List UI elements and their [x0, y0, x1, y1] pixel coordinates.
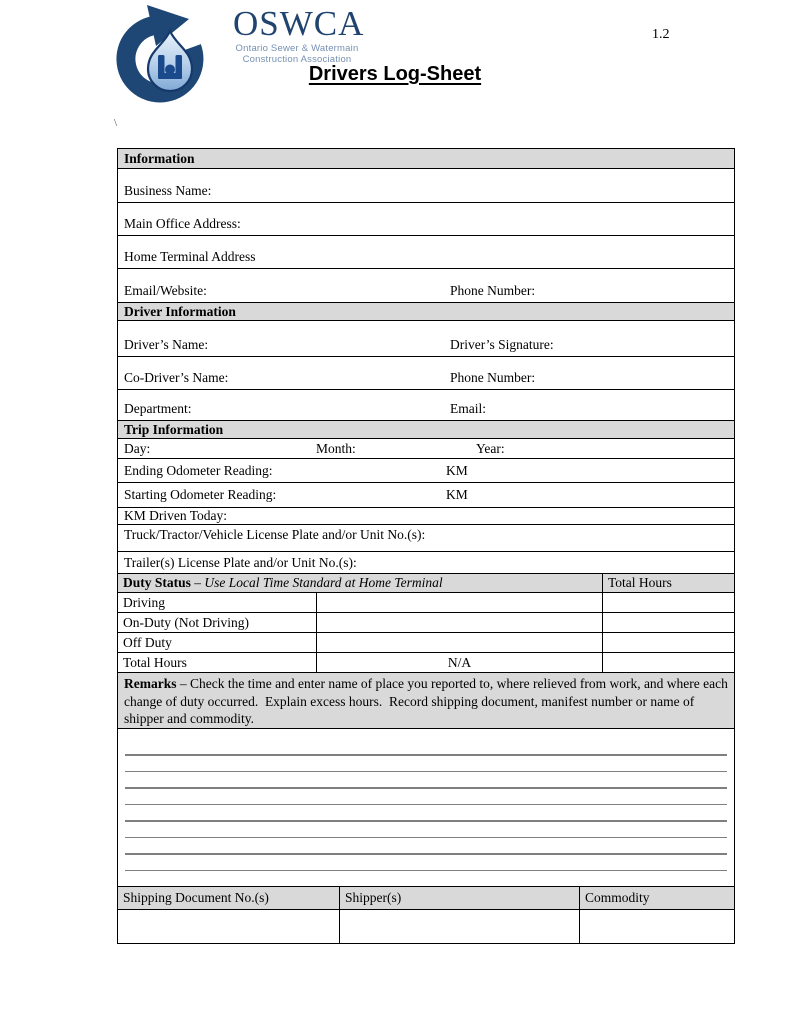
duty-hours-cell-total [602, 653, 734, 672]
remarks-instructions: – Check the time and enter name of place you reported to, where relieved from work, and where each change of duty occurred. Explain excess hours. Record shipping document, manifest number or name of shipper and commodity. [124, 676, 732, 726]
duty-hours-cell-off-duty [602, 633, 734, 652]
remarks-blank-line [125, 771, 727, 773]
oswca-logo-icon [110, 3, 232, 105]
remarks-blank-line [125, 787, 727, 789]
field-row-home-terminal-address [118, 236, 734, 269]
remarks-blank-line [125, 804, 727, 806]
truck-plate-label: Truck/Tractor/Vehicle License Plate and/or Unit No.(s): [124, 527, 426, 542]
remarks-blank-line [125, 837, 727, 839]
duty-status-header-row [118, 574, 734, 593]
email-website-label: Email/Website: [124, 283, 207, 298]
field-row-ending-odometer [118, 459, 734, 483]
field-row-trailer-plate [118, 552, 734, 574]
field-row-codriver-phone [118, 357, 734, 390]
field-row-km-driven [118, 508, 734, 525]
duty-label-total-hours: Total Hours [123, 654, 187, 670]
duty-row-on-duty [118, 613, 734, 633]
duty-status-header-cell [118, 574, 602, 592]
logo-subtitle-line2: Construction Association [242, 53, 352, 65]
doc-title-wrap [0, 63, 790, 86]
logo-subtitle-line1: Ontario Sewer & Watermain [235, 43, 359, 54]
remarks-blank-line [125, 754, 727, 756]
remarks-blank-lines [118, 729, 734, 887]
main-office-address-label: Main Office Address: [124, 216, 241, 231]
remarks-blank-line [125, 853, 727, 855]
duty-label-driving: Driving [123, 594, 165, 610]
year-label: Year: [476, 440, 505, 456]
field-row-starting-odometer [118, 483, 734, 508]
commodity-cell [579, 910, 734, 943]
logo-acronym: OSWCA [233, 4, 365, 43]
duty-hours-cell-on-duty [602, 613, 734, 632]
section-header-information: Information [118, 149, 734, 169]
remarks-blank-line [125, 870, 727, 872]
section-header-trip-information: Trip Information [118, 421, 734, 439]
co-driver-name-label: Co-Driver’s Name: [124, 370, 229, 385]
duty-time-cell-off-duty [316, 633, 602, 652]
remarks-instructions-cell [118, 673, 734, 729]
remarks-blank-line [125, 820, 727, 822]
field-row-driver-name-signature [118, 321, 734, 357]
duty-status-header-italic: – Use Local Time Standard at Home Terminal [194, 575, 443, 590]
shipper-cell [339, 910, 579, 943]
km-driven-today-label: KM Driven Today: [124, 508, 228, 523]
field-row-department-email [118, 390, 734, 421]
driver-phone-number-label: Phone Number: [450, 370, 536, 385]
driver-name-label: Driver’s Name: [124, 337, 209, 352]
page-number: 1.2 [652, 27, 670, 42]
remarks-label: Remarks [124, 676, 177, 691]
shipping-document-column-header: Shipping Document No.(s) [118, 887, 339, 909]
starting-odometer-label: Starting Odometer Reading: [124, 487, 277, 502]
field-row-day-month-year [118, 439, 734, 459]
duty-label-on-duty: On-Duty (Not Driving) [123, 614, 249, 630]
stray-mark: \ [114, 117, 118, 129]
duty-total-na-cell: N/A [316, 653, 602, 672]
ending-odometer-label: Ending Odometer Reading: [124, 462, 273, 478]
duty-time-cell-on-duty [316, 613, 602, 632]
duty-status-header-bold: Duty Status [123, 575, 191, 590]
duty-row-total-hours [118, 653, 734, 673]
home-terminal-address-label: Home Terminal Address [124, 249, 256, 264]
duty-row-driving [118, 593, 734, 613]
trailer-plate-label: Trailer(s) License Plate and/or Unit No.(s): [124, 554, 357, 570]
oswca-logo-text [233, 4, 373, 65]
driver-email-label: Email: [450, 401, 486, 416]
total-hours-column-header: Total Hours [602, 574, 734, 592]
shipping-header-row [118, 887, 734, 910]
business-name-label: Business Name: [124, 183, 212, 198]
duty-label-off-duty: Off Duty [123, 634, 172, 650]
phone-number-label: Phone Number: [450, 283, 536, 298]
shipper-column-header: Shipper(s) [339, 887, 579, 909]
shipping-document-cell [118, 910, 339, 943]
field-row-main-office-address [118, 203, 734, 236]
duty-row-off-duty [118, 633, 734, 653]
field-row-business-name [118, 169, 734, 203]
ending-odometer-km-unit: KM [446, 462, 468, 478]
duty-time-cell-driving [316, 593, 602, 612]
doc-title: Drivers Log-Sheet [308, 63, 482, 85]
section-header-driver-information: Driver Information [118, 303, 734, 321]
shipping-entry-row [118, 910, 734, 943]
driver-signature-label: Driver’s Signature: [450, 337, 554, 352]
day-label: Day: [124, 440, 151, 456]
duty-hours-cell-driving [602, 593, 734, 612]
commodity-column-header: Commodity [579, 887, 734, 909]
field-row-truck-plate [118, 525, 734, 552]
drivers-log-form [117, 148, 735, 944]
department-label: Department: [124, 401, 192, 416]
field-row-email-phone [118, 269, 734, 303]
starting-odometer-km-unit: KM [446, 487, 468, 502]
month-label: Month: [316, 440, 356, 456]
